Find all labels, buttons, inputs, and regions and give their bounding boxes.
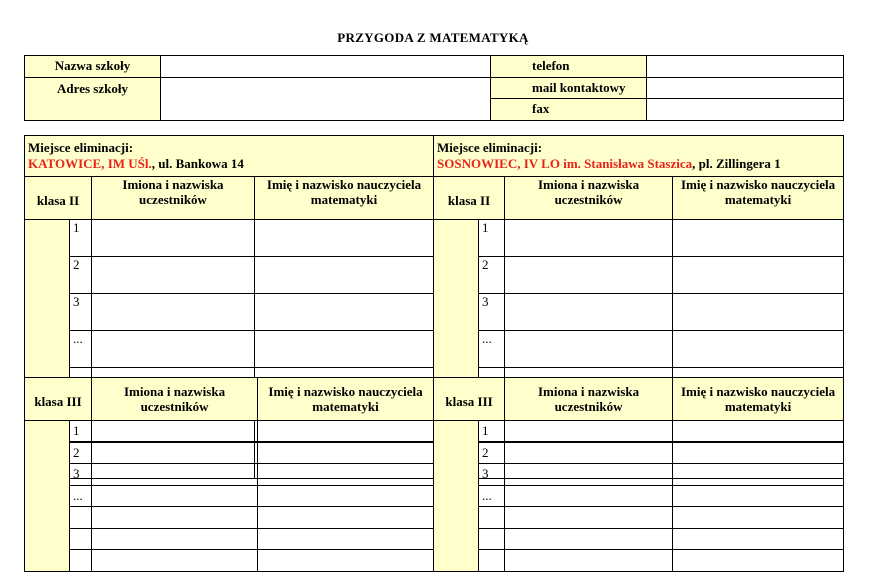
- row-number-left: 1: [70, 220, 92, 257]
- school-info-table: [24, 55, 844, 121]
- venue-right-place: SOSNOWIEC, IV LO im. Stanisława Staszica: [437, 156, 693, 171]
- row-number-left: 1: [70, 421, 92, 443]
- student-name-cell-right[interactable]: [505, 257, 673, 294]
- teacher-header-right: Imię i nazwisko nauczyciela matematyki: [673, 177, 844, 220]
- fax-field[interactable]: [647, 99, 844, 121]
- student-name-cell-left[interactable]: [92, 294, 255, 331]
- row-number-right: [479, 528, 505, 550]
- row-number-left: [70, 550, 92, 572]
- email-label: mail kontaktowy: [491, 77, 647, 99]
- students-header-left: Imiona i nazwiska uczestników: [92, 177, 255, 220]
- teacher-name-cell-left[interactable]: [255, 257, 434, 294]
- student-name-cell-left[interactable]: [92, 528, 258, 550]
- student-name-cell-right[interactable]: [505, 464, 673, 486]
- teacher-name-cell-left[interactable]: [258, 507, 434, 529]
- row-number-left: [70, 528, 92, 550]
- venue-left-address: , ul. Bankowa 14: [151, 156, 244, 171]
- row-number-left: 3: [70, 294, 92, 331]
- teacher-name-cell-right[interactable]: [673, 421, 844, 443]
- venue-right: [434, 136, 844, 177]
- student-name-cell-left[interactable]: [92, 421, 258, 443]
- student-name-cell-left[interactable]: [92, 442, 258, 464]
- form-title: PRZYGODA Z MATEMATYKĄ: [337, 30, 529, 45]
- student-name-cell-right[interactable]: [505, 331, 673, 368]
- teacher-name-cell-right[interactable]: [673, 220, 844, 257]
- teacher-name-cell-left[interactable]: [258, 421, 434, 443]
- students-header-left: Imiona i nazwiska uczestników: [92, 378, 258, 421]
- teacher-name-cell-right[interactable]: [673, 257, 844, 294]
- teacher-name-cell-right[interactable]: [673, 528, 844, 550]
- student-name-cell-left[interactable]: [92, 257, 255, 294]
- venue-left: [25, 136, 434, 177]
- student-name-cell-right[interactable]: [505, 294, 673, 331]
- student-name-cell-right[interactable]: [505, 220, 673, 257]
- grade-label-right: klasa III: [434, 378, 505, 421]
- students-header-right: Imiona i nazwiska uczestników: [505, 378, 673, 421]
- teacher-name-cell-right[interactable]: [673, 442, 844, 464]
- student-name-cell-left[interactable]: [92, 220, 255, 257]
- phone-field[interactable]: [647, 56, 844, 78]
- teacher-name-cell-right[interactable]: [673, 294, 844, 331]
- school-address-label: Adres szkoły: [25, 77, 161, 120]
- school-name-field[interactable]: [161, 56, 491, 78]
- phone-label: telefon: [491, 56, 647, 78]
- grade-block-left: [25, 421, 70, 572]
- row-number-left: 2: [70, 442, 92, 464]
- venue-left-place: KATOWICE, IM UŚl.: [28, 156, 152, 171]
- row-number-right: 3: [479, 294, 505, 331]
- grade-label-left: klasa III: [25, 378, 92, 421]
- teacher-header-left: Imię i nazwisko nauczyciela matematyki: [255, 177, 434, 220]
- row-number-right: [479, 507, 505, 529]
- row-number-right: 3: [479, 464, 505, 486]
- student-name-cell-right[interactable]: [505, 442, 673, 464]
- row-number-left: ...: [70, 331, 92, 368]
- teacher-header-left: Imię i nazwisko nauczyciela matematyki: [258, 378, 434, 421]
- teacher-name-cell-left[interactable]: [258, 442, 434, 464]
- fax-label: fax: [491, 99, 647, 121]
- row-number-left: [70, 507, 92, 529]
- row-number-right: 2: [479, 442, 505, 464]
- grade-label-right: klasa II: [434, 177, 505, 220]
- email-field[interactable]: [647, 77, 844, 99]
- row-number-right: ...: [479, 485, 505, 507]
- student-name-cell-right[interactable]: [505, 485, 673, 507]
- row-number-left: 2: [70, 257, 92, 294]
- teacher-name-cell-left[interactable]: [255, 331, 434, 368]
- teacher-name-cell-left[interactable]: [258, 464, 434, 486]
- teacher-header-right: Imię i nazwisko nauczyciela matematyki: [673, 378, 844, 421]
- student-name-cell-right[interactable]: [505, 507, 673, 529]
- teacher-name-cell-right[interactable]: [673, 485, 844, 507]
- venue-right-address: , pl. Zillingera 1: [692, 156, 781, 171]
- row-number-right: 1: [479, 421, 505, 443]
- row-number-right: 2: [479, 257, 505, 294]
- teacher-name-cell-left[interactable]: [255, 220, 434, 257]
- venue-right-label: Miejsce eliminacji:: [437, 140, 543, 155]
- venue-left-label: Miejsce eliminacji:: [28, 140, 134, 155]
- grade-label-left: klasa II: [25, 177, 92, 220]
- student-name-cell-left[interactable]: [92, 507, 258, 529]
- student-name-cell-right[interactable]: [505, 421, 673, 443]
- teacher-name-cell-right[interactable]: [673, 331, 844, 368]
- teacher-name-cell-right[interactable]: [673, 550, 844, 572]
- table-row: [25, 421, 844, 443]
- student-name-cell-right[interactable]: [505, 550, 673, 572]
- teacher-name-cell-left[interactable]: [258, 485, 434, 507]
- teacher-name-cell-right[interactable]: [673, 464, 844, 486]
- table-row: [25, 220, 844, 257]
- teacher-name-cell-right[interactable]: [673, 507, 844, 529]
- student-name-cell-left[interactable]: [92, 331, 255, 368]
- student-name-cell-left[interactable]: [92, 550, 258, 572]
- row-number-right: ...: [479, 331, 505, 368]
- row-number-right: [479, 550, 505, 572]
- class-3-table: [24, 377, 844, 572]
- school-name-label: Nazwa szkoły: [25, 56, 161, 78]
- teacher-name-cell-left[interactable]: [258, 550, 434, 572]
- student-name-cell-right[interactable]: [505, 528, 673, 550]
- row-number-left: 3: [70, 464, 92, 486]
- row-number-left: ...: [70, 485, 92, 507]
- grade-block-right: [434, 421, 479, 572]
- students-header-right: Imiona i nazwiska uczestników: [505, 177, 673, 220]
- student-name-cell-left[interactable]: [92, 464, 258, 486]
- student-name-cell-left[interactable]: [92, 485, 258, 507]
- teacher-name-cell-left[interactable]: [258, 528, 434, 550]
- teacher-name-cell-left[interactable]: [255, 294, 434, 331]
- school-address-field[interactable]: [161, 77, 491, 120]
- row-number-right: 1: [479, 220, 505, 257]
